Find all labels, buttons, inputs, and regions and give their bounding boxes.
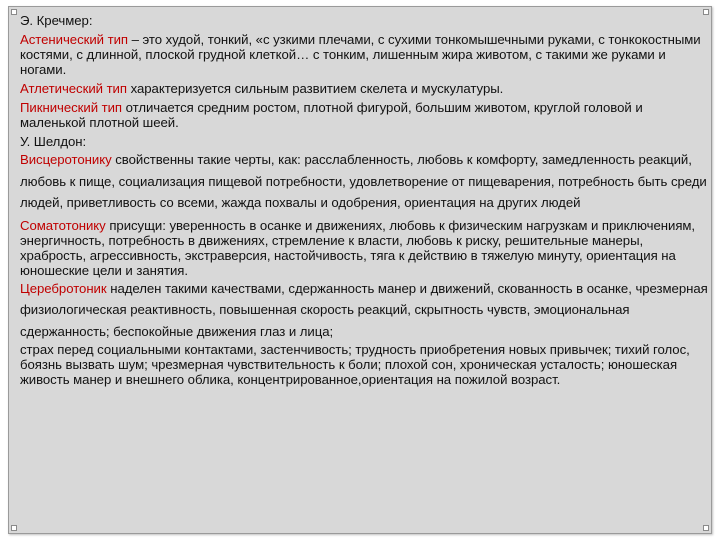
slide-frame bbox=[8, 6, 712, 534]
pyknic-paragraph bbox=[20, 100, 708, 130]
cerebrotonia-term: Церебротоник bbox=[20, 280, 107, 296]
viscerotonia-paragraph bbox=[20, 149, 708, 214]
corner-marker bbox=[11, 9, 17, 15]
corner-marker bbox=[11, 525, 17, 531]
athletic-paragraph bbox=[20, 81, 708, 96]
viscerotonia-description: свойственны такие черты, как: расслабленность, любовь к комфорту, замедленность реакций, любовь к пище, социализация пищевой потребности, удовлетворение от пищеварения, потребность быть среди людей, приветливость со всеми, жажда похвалы и одобрения, ориентация на других людей bbox=[20, 152, 707, 210]
athletic-term: Атлетический тип bbox=[20, 81, 127, 96]
somatotonia-description: присущи: уверенность в осанке и движениях, любовь к физическим нагрузкам и приключениям, энергичность, потребность в движениях, стремление к власти, любовь к риску, решительные манеры, храбрость, агрессивность, экстраверсия, настойчивость, тяга к действию в тяжелую минуту, ориентация на юношеские цели и занятия. bbox=[20, 217, 696, 278]
slide-text-body bbox=[20, 13, 708, 387]
pyknic-description: отличается средним ростом, плотной фигурой, большим животом, круглой головой и маленькой плотной шеей. bbox=[20, 100, 643, 130]
cerebrotonia-paragraph bbox=[20, 278, 708, 343]
cerebrotonia-continuation: страх перед социальными контактами, застенчивость; трудность приобретения новых привычек; тихий голос, боязнь вызвать шум; чрезмерная чувствительность к боли; плохой сон, хроническая усталость; юношеская живость манер и внешнего облика, концентрированное,ориентация на пожилой возраст. bbox=[20, 342, 690, 387]
somatotonia-term: Соматотонику bbox=[20, 217, 106, 233]
somatotonia-paragraph bbox=[20, 218, 708, 278]
asthenic-term: Астенический тип bbox=[20, 32, 128, 47]
corner-marker bbox=[703, 525, 709, 531]
athletic-description: характеризуется сильным развитием скелета и мускулатуры. bbox=[126, 81, 504, 96]
sheldon-heading: У. Шелдон: bbox=[20, 134, 87, 149]
pyknic-term: Пикнический тип bbox=[20, 100, 123, 115]
kretschmer-heading: Э. Кречмер: bbox=[20, 13, 93, 28]
cerebrotonia-description: наделен такими качествами, сдержанность манер и движений, скованность в осанке, чрезмерная физиологическая реактивность, повышенная скорость реакций, скрытность чувств, эмоциональная сдержанность; беспокойные движения глаз и лица; bbox=[20, 280, 708, 339]
asthenic-paragraph bbox=[20, 32, 708, 77]
asthenic-description: – это худой, тонкий, «с узкими плечами, с сухими тонкомышечными руками, с тонкокостными костями, с длинной, плоской грудной клеткой… с тонким, лишенным жира животом, с такими же руками и ногами. bbox=[20, 32, 701, 77]
viscerotonia-term: Висцеротонику bbox=[20, 152, 112, 167]
